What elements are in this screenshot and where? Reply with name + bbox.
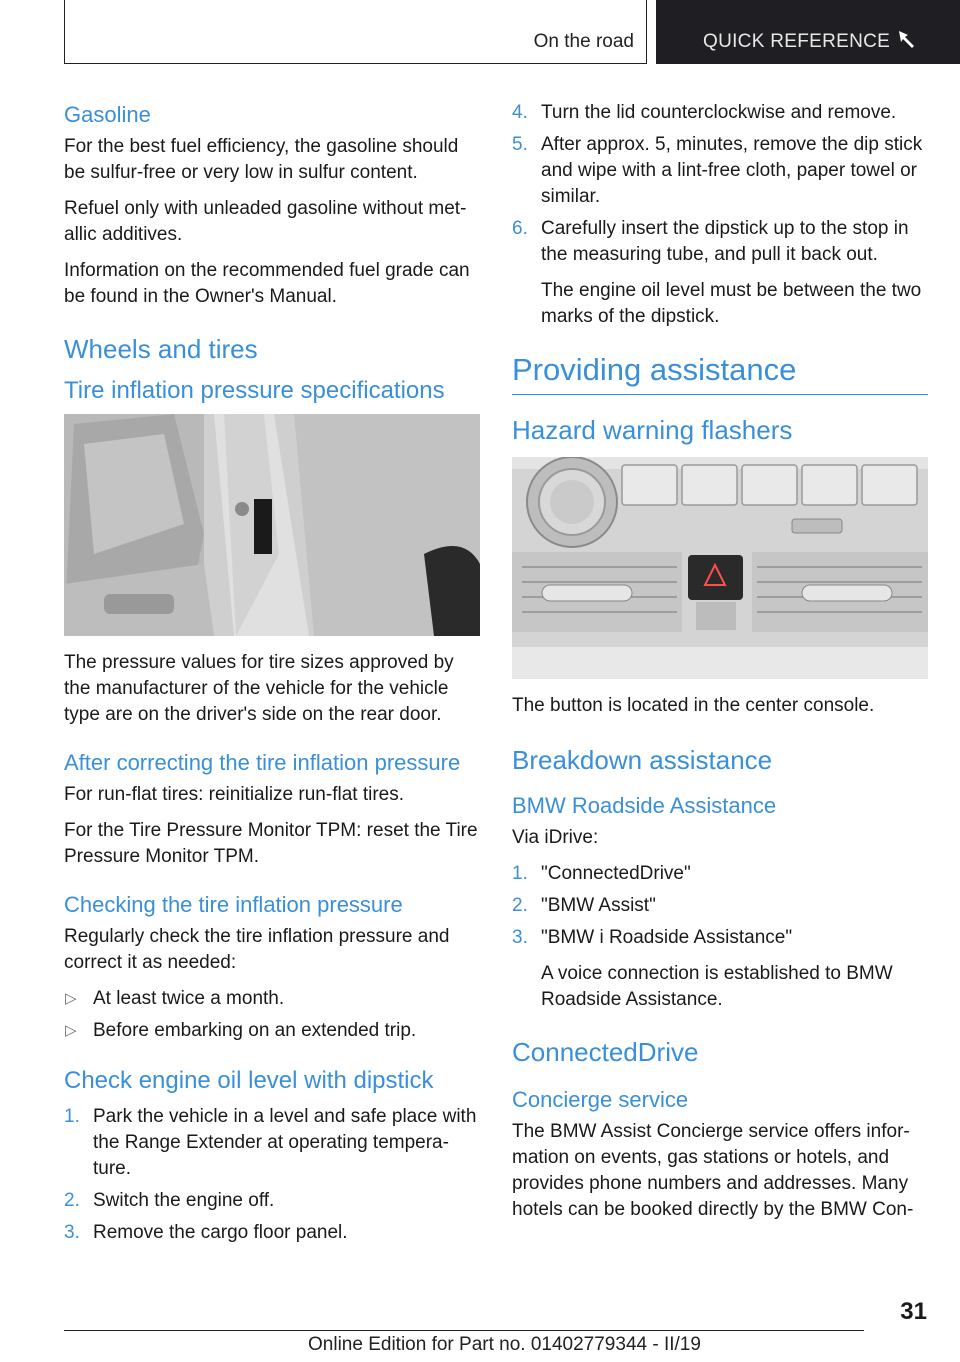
section-title: On the road	[533, 31, 634, 52]
door-pillar-image	[64, 414, 480, 636]
concierge-paragraph: The BMW Assist Concierge service offers information on events, gas stations or hotels, and provides phone numbers and addresses. Many hotels can be booked directly by the BMW Con-	[512, 1121, 914, 1220]
oil-level-note: The engine oil level must be between the two marks of the dipstick.	[541, 280, 922, 327]
triangle-bullet-icon: ▷	[65, 990, 77, 1007]
center-console-image	[512, 457, 928, 679]
after-correcting-p2: For the Tire Pressure Monitor TPM: reset the Tire Pressure Monitor TPM.	[64, 820, 478, 867]
hazard-paragraph: The button is located in the center console.	[512, 695, 875, 716]
voice-connection-note: A voice connection is established to BMW Roadside Assistance.	[541, 963, 893, 1010]
checking-paragraph: Regularly check the tire inflation pressure and correct it as needed:	[64, 926, 450, 973]
list-item: 5. After approx. 5, minutes, remove the dip stick and wipe with a lint-free cloth, paper towel or similar.	[512, 134, 923, 207]
right-column	[512, 100, 928, 1233]
gasoline-heading: Gasoline	[64, 102, 151, 127]
idrive-steps	[512, 861, 928, 951]
tire-spec-heading: Tire inflation pressure specifications	[64, 377, 445, 404]
checking-heading: Checking the tire inflation pressure	[64, 892, 403, 917]
header-left-box	[64, 0, 647, 64]
list-item: 4. Turn the lid counterclockwise and remove.	[512, 102, 897, 123]
dipstick-steps-continued	[512, 100, 928, 268]
after-correcting-p1: For run-flat tires: reinitialize run-flat tires.	[64, 784, 404, 805]
breakdown-heading: Breakdown assistance	[512, 745, 773, 775]
list-item: ▷ Before embarking on an extended trip.	[64, 1018, 480, 1044]
gasoline-paragraph-1: For the best fuel efficiency, the gasoline should be sulfur-free or very low in sulfur content.	[64, 136, 459, 183]
providing-assistance-heading: Providing assistance	[512, 350, 928, 395]
wheels-heading: Wheels and tires	[64, 334, 258, 364]
pressure-paragraph: The pressure values for tire sizes approved by the manufacturer of the vehicle for the vehicle type are on the driver's side on the rear door.	[64, 652, 454, 725]
list-item: 1. Park the vehicle in a level and safe place with the Range Extender at operating temperature.	[64, 1106, 477, 1179]
list-item: 3. "BMW i Roadside Assistance"	[512, 927, 793, 948]
via-idrive-text: Via iDrive:	[512, 827, 599, 848]
page-number: 31	[900, 1298, 927, 1325]
footer-edition: Online Edition for Part no. 01402779344 - II/19	[308, 1334, 701, 1355]
quick-reference-icon	[896, 28, 920, 52]
roadside-heading: BMW Roadside Assistance	[512, 793, 777, 818]
list-item: 2. "BMW Assist"	[512, 895, 656, 916]
footer-divider	[64, 1330, 864, 1331]
triangle-bullet-icon: ▷	[65, 1022, 77, 1039]
quick-reference-tab[interactable]	[656, 0, 960, 64]
hazard-heading: Hazard warning flashers	[512, 415, 793, 445]
gasoline-paragraph-3: Information on the recommended fuel grade can be found in the Owner's Manual.	[64, 260, 470, 307]
connecteddrive-heading: ConnectedDrive	[512, 1037, 699, 1067]
quick-reference-label: QUICK REFERENCE	[703, 31, 891, 52]
checking-bullet-list	[64, 986, 480, 1044]
list-item: ▷ At least twice a month.	[64, 986, 480, 1012]
after-correcting-heading: After correcting the tire inflation pressure	[64, 750, 461, 775]
dipstick-heading: Check engine oil level with dipstick	[64, 1067, 434, 1094]
concierge-heading: Concierge service	[512, 1087, 689, 1112]
left-column	[64, 100, 480, 1256]
list-item: 1. "ConnectedDrive"	[512, 863, 691, 884]
list-item: 2. Switch the engine off.	[64, 1190, 275, 1211]
dipstick-steps	[64, 1104, 480, 1246]
list-item: 3. Remove the cargo floor panel.	[64, 1222, 348, 1243]
gasoline-paragraph-2: Refuel only with unleaded gasoline without metallic additives.	[64, 198, 467, 245]
list-item: 6. Carefully insert the dipstick up to the stop in the measuring tube, and pull it back out.	[512, 218, 909, 265]
